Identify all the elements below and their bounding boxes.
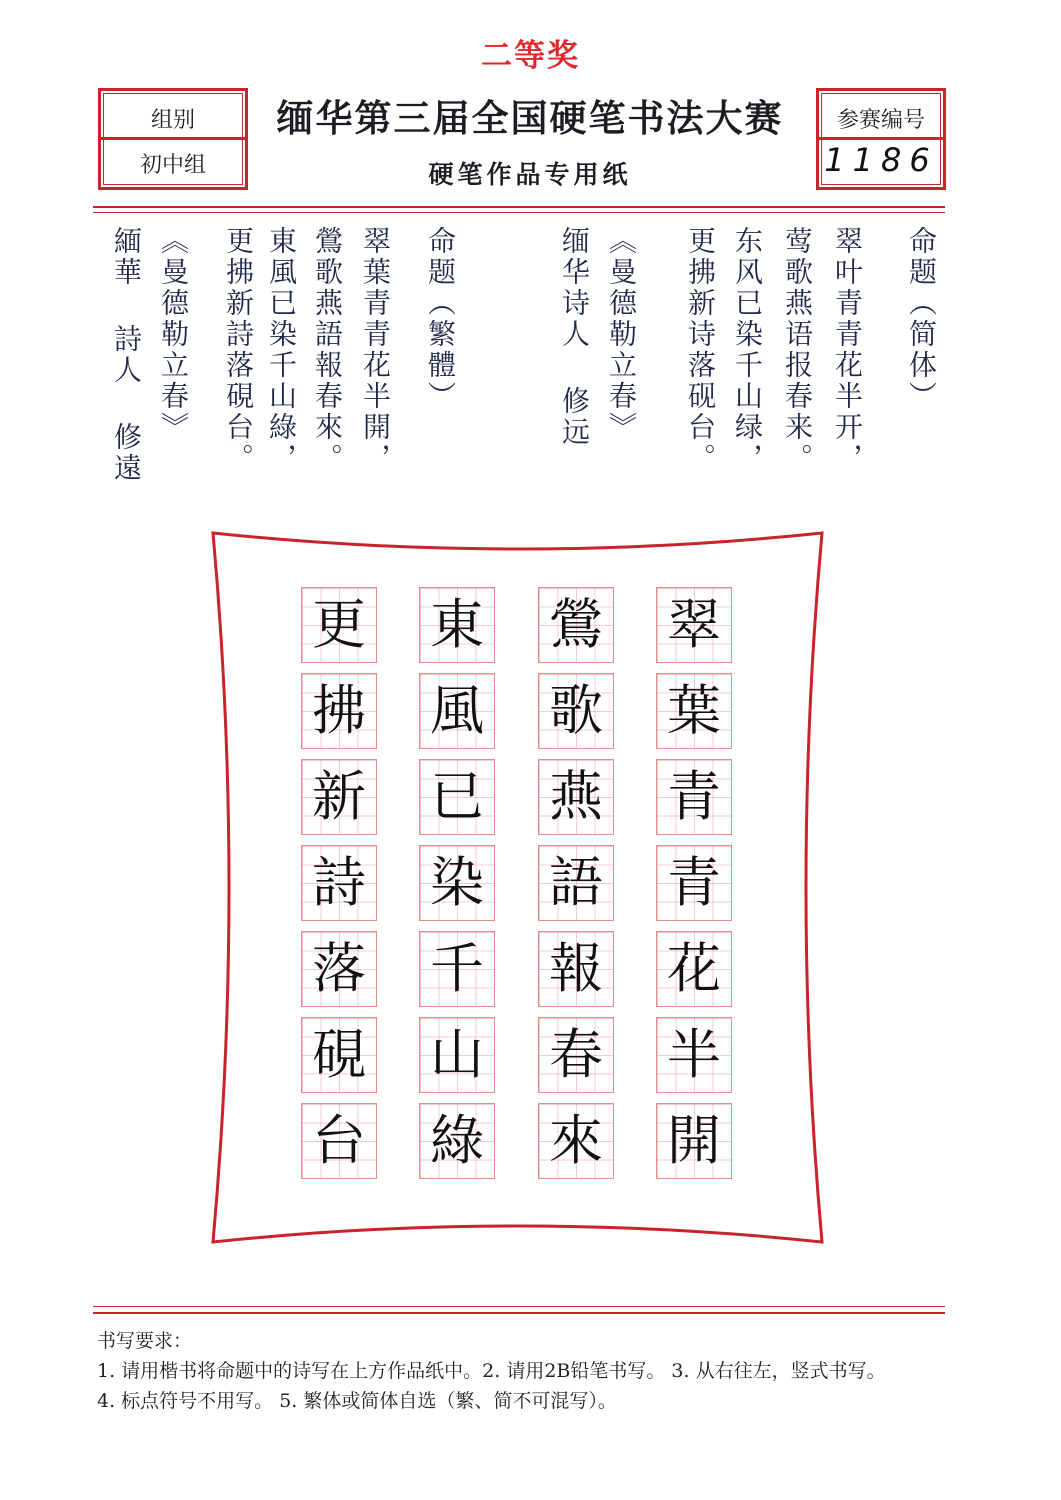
page-title: 缅华第三届全国硬笔书法大赛 (276, 96, 784, 140)
group-box-divider (101, 137, 245, 140)
artwork-cell (302, 932, 376, 1006)
artwork-character: 鶯 (549, 593, 603, 656)
requirements-title: 书写要求： (97, 1330, 193, 1352)
artwork-cell (539, 1104, 613, 1178)
artwork-character: 來 (549, 1109, 603, 1172)
header-rule-top (93, 206, 945, 208)
footer-rule-bottom (93, 1312, 945, 1314)
requirements-line: 4. 标点符号不用写。 5. 繁体或简体自选（繁、简不可混写）。 (97, 1390, 617, 1412)
artwork-character: 花 (667, 937, 721, 1000)
artwork-frame (205, 525, 830, 1250)
artwork-cell (302, 1104, 376, 1178)
group-box (98, 88, 248, 190)
artwork-cell (657, 932, 731, 1006)
artwork-character: 青 (667, 851, 721, 914)
artwork-character: 更 (312, 593, 366, 656)
artwork-column (657, 588, 731, 1190)
footer-rule-top (93, 1306, 945, 1307)
entry-number-divider (819, 137, 943, 140)
artwork-cell (539, 674, 613, 748)
artwork-cell (420, 932, 494, 1006)
prompt-simplified-line: 东风已染千山绿， (731, 226, 764, 474)
artwork-cell (539, 1018, 613, 1092)
artwork-character: 台 (312, 1109, 366, 1172)
requirements-line: 1. 请用楷书将命题中的诗写在上方作品纸中。2. 请用2B铅笔书写。 3. 从右往左，竖式书写。 (97, 1360, 886, 1382)
prompt-traditional-source: 《曼德勒立春》 (157, 226, 190, 443)
prompt-traditional-line: 更拂新詩落硯台。 (222, 226, 255, 474)
artwork-column (302, 588, 376, 1190)
artwork-column (420, 588, 494, 1190)
artwork-cell (420, 588, 494, 662)
artwork-character: 報 (549, 937, 603, 1000)
artwork-character: 染 (430, 851, 484, 914)
artwork-character: 已 (430, 765, 484, 828)
artwork-character: 新 (312, 765, 366, 828)
artwork-cell (657, 846, 731, 920)
artwork-character: 春 (549, 1023, 603, 1086)
entry-number-box (816, 88, 946, 190)
artwork-character: 語 (549, 851, 603, 914)
artwork-cell (539, 760, 613, 834)
prompt-simplified-author: 缅华诗人 修远 (558, 226, 591, 448)
artwork-character: 風 (430, 679, 484, 742)
artwork-cell (302, 760, 376, 834)
artwork-character: 半 (667, 1023, 721, 1086)
entry-number-value: 1186 (824, 141, 938, 179)
header-rule-bottom (93, 212, 945, 213)
artwork-cell (657, 1104, 731, 1178)
artwork-character: 拂 (312, 679, 366, 742)
group-label: 组别 (150, 108, 195, 133)
artwork-cell (302, 846, 376, 920)
award-label: 二等奖 (481, 38, 580, 74)
artwork-cell (420, 1104, 494, 1178)
prompt-simplified-line: 翠叶青青花半开， (831, 226, 864, 474)
artwork-character: 硯 (312, 1023, 366, 1086)
artwork-character: 詩 (312, 851, 366, 914)
artwork-cell (420, 846, 494, 920)
artwork-cell (420, 760, 494, 834)
page-subtitle: 硬笔作品专用纸 (428, 160, 632, 189)
artwork-cell (539, 588, 613, 662)
artwork-character: 葉 (667, 679, 721, 742)
artwork-cell (302, 674, 376, 748)
artwork-character: 翠 (667, 593, 721, 656)
prompt-simplified-line: 莺歌燕语报春来。 (781, 226, 814, 474)
artwork-cell (657, 760, 731, 834)
prompt-simplified-line: 更拂新诗落砚台。 (684, 226, 717, 474)
prompt-simplified-heading: 命题（简体） (905, 226, 938, 412)
artwork-column (539, 588, 613, 1190)
artwork-character: 千 (430, 937, 484, 1000)
prompt-traditional-line: 鶯歌燕語報春來。 (311, 226, 344, 474)
artwork-character: 青 (667, 765, 721, 828)
group-value: 初中组 (139, 153, 206, 178)
prompt-simplified-source: 《曼德勒立春》 (605, 226, 638, 443)
artwork-character: 開 (667, 1109, 721, 1172)
artwork-cell (539, 846, 613, 920)
artwork-cell (657, 674, 731, 748)
artwork-cell (420, 1018, 494, 1092)
prompt-traditional-line: 翠葉青青花半開， (359, 226, 392, 474)
artwork-character: 落 (312, 937, 366, 1000)
artwork-cell (302, 1018, 376, 1092)
artwork-cell (302, 588, 376, 662)
prompt-traditional-heading: 命题（繁體） (424, 226, 457, 412)
entry-number-label: 参赛编号 (836, 108, 925, 133)
artwork-character: 山 (430, 1023, 484, 1086)
artwork-cell (539, 932, 613, 1006)
artwork-cell (657, 588, 731, 662)
artwork-character: 燕 (549, 765, 603, 828)
artwork-character: 綠 (430, 1109, 484, 1172)
prompt-traditional-author: 緬華 詩人 修遠 (110, 226, 143, 484)
artwork-character: 歌 (549, 679, 603, 742)
artwork-cell (657, 1018, 731, 1092)
artwork-character: 東 (430, 593, 484, 656)
prompt-traditional-line: 東風已染千山綠， (265, 226, 298, 474)
artwork-cell (420, 674, 494, 748)
